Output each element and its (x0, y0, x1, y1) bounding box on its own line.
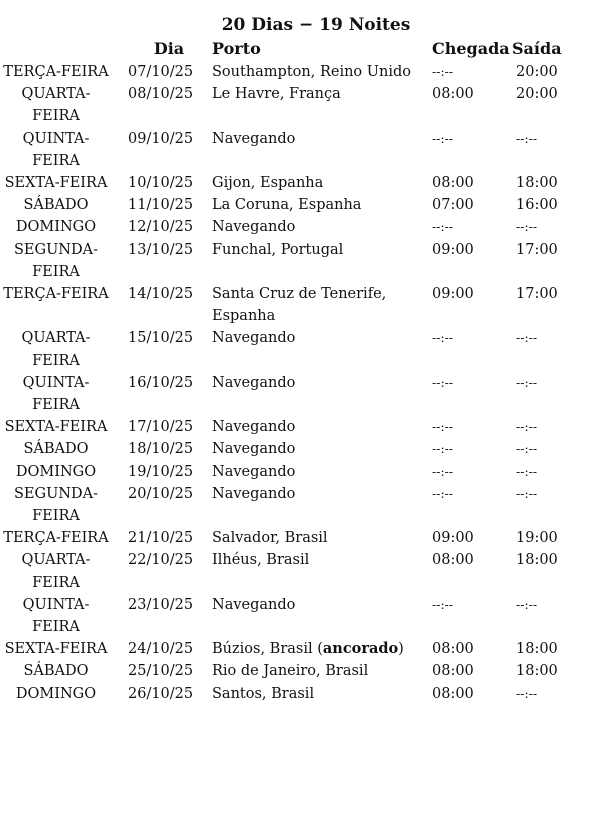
date-cell: 09/10/25 (128, 130, 194, 147)
table-row (0, 128, 600, 172)
departure-cell: 20:00 (516, 64, 558, 80)
port-cell (210, 327, 430, 371)
departure-cell: --:-- (516, 130, 538, 146)
departure-cell: --:-- (516, 596, 538, 612)
port-cell (210, 416, 430, 438)
port-name: Navegando (212, 485, 296, 502)
arrival-cell: 08:00 (432, 175, 474, 192)
port-name: Santa Cruz de Tenerife, Espanha (212, 286, 387, 325)
date-cell: 17/10/25 (128, 419, 194, 436)
weekday-cell: QUINTA-FEIRA (22, 130, 90, 169)
departure-cell: --:-- (516, 374, 538, 390)
port-header: Porto (212, 39, 261, 58)
weekday-cell: DOMINGO (15, 463, 97, 480)
arrival-cell: --:-- (432, 374, 454, 390)
weekday-cell: DOMINGO (15, 219, 97, 236)
date-cell: 08/10/25 (128, 86, 194, 103)
table-row (0, 327, 600, 371)
table-row (0, 194, 600, 216)
table-row (0, 216, 600, 238)
departure-cell: --:-- (516, 219, 538, 235)
port-cell (210, 61, 430, 83)
arrival-cell: --:-- (432, 330, 454, 346)
weekday-cell: SÁBADO (23, 197, 89, 214)
table-row (0, 438, 600, 460)
table-row (0, 416, 600, 438)
arrival-cell: 09:00 (432, 530, 474, 547)
itinerary-table (0, 37, 600, 705)
weekday-cell: DOMINGO (15, 685, 97, 702)
port-name: Le Havre, França (212, 86, 341, 103)
port-cell (210, 239, 430, 283)
port-name: Búzios, Brasil ( (212, 641, 323, 658)
weekday-cell: TERÇA-FEIRA (3, 530, 109, 547)
port-cell (210, 283, 430, 327)
port-name: Gijon, Espanha (212, 175, 324, 192)
departure-cell: --:-- (516, 330, 538, 346)
port-name: La Coruna, Espanha (212, 197, 362, 214)
port-cell (210, 461, 430, 483)
arrival-header: Chegada (432, 39, 510, 58)
arrival-cell: --:-- (432, 64, 454, 79)
date-cell: 19/10/25 (128, 463, 194, 480)
port-name: Navegando (212, 374, 296, 391)
date-cell: 18/10/25 (128, 441, 194, 458)
table-row (0, 683, 600, 705)
port-cell (210, 172, 430, 194)
port-cell (210, 660, 430, 682)
departure-cell: 17:00 (516, 241, 558, 258)
arrival-cell: 08:00 (432, 663, 474, 680)
arrival-cell: --:-- (432, 130, 454, 146)
date-cell: 21/10/25 (128, 530, 194, 547)
date-header: Dia (153, 39, 185, 58)
arrival-cell: 07:00 (432, 197, 474, 214)
departure-cell: --:-- (516, 685, 538, 701)
port-name: Ilhéus, Brasil (212, 552, 310, 569)
weekday-cell: SÁBADO (23, 663, 89, 680)
arrival-cell: --:-- (432, 419, 454, 435)
weekday-cell: TERÇA-FEIRA (3, 286, 109, 303)
date-cell: 16/10/25 (128, 374, 194, 391)
port-cell (210, 372, 430, 416)
table-row (0, 372, 600, 416)
table-row (0, 239, 600, 283)
weekday-cell: QUINTA-FEIRA (22, 596, 90, 636)
date-cell: 24/10/25 (128, 641, 194, 658)
table-row (0, 527, 600, 549)
port-name: Navegando (212, 596, 296, 613)
departure-cell: --:-- (516, 419, 538, 435)
port-cell (210, 438, 430, 460)
date-cell: 12/10/25 (128, 219, 194, 236)
port-note-bold: ancorado (322, 640, 399, 658)
date-cell: 11/10/25 (128, 197, 194, 214)
arrival-cell: --:-- (432, 219, 454, 235)
arrival-cell: --:-- (432, 441, 454, 457)
port-name: Southampton, Reino Unido (212, 64, 411, 80)
departure-cell: 18:00 (516, 641, 558, 658)
port-name: Navegando (212, 219, 296, 236)
arrival-cell: 08:00 (432, 685, 474, 702)
table-row (0, 61, 600, 83)
port-name: Navegando (212, 330, 296, 347)
date-cell: 14/10/25 (128, 286, 194, 303)
arrival-cell: --:-- (432, 596, 454, 612)
departure-cell: 18:00 (516, 663, 558, 680)
table-row (0, 283, 600, 327)
weekday-cell: SEGUNDA-FEIRA (13, 241, 98, 280)
departure-cell: 18:00 (516, 552, 558, 569)
port-name: Navegando (212, 441, 296, 458)
departure-cell: 17:00 (516, 286, 558, 303)
arrival-cell: 09:00 (432, 286, 474, 303)
arrival-cell: 08:00 (432, 641, 474, 658)
port-cell (210, 216, 430, 238)
departure-cell: 19:00 (516, 530, 558, 547)
departure-cell: 16:00 (516, 197, 558, 214)
table-row (0, 594, 600, 638)
port-name: Navegando (212, 463, 296, 480)
port-name: Salvador, Brasil (212, 530, 328, 547)
arrival-cell: 09:00 (432, 241, 474, 258)
departure-cell: --:-- (516, 485, 538, 501)
arrival-cell: 08:00 (432, 552, 474, 569)
table-header-row (0, 37, 600, 61)
departure-cell: --:-- (516, 463, 538, 479)
arrival-cell: --:-- (432, 463, 454, 479)
date-cell: 20/10/25 (128, 485, 194, 502)
port-cell (210, 683, 430, 705)
weekday-cell: SÁBADO (23, 441, 89, 458)
weekday-cell: SEGUNDA-FEIRA (13, 485, 98, 525)
port-cell (210, 527, 430, 549)
port-name: Santos, Brasil (212, 685, 315, 702)
port-name: Rio de Janeiro, Brasil (212, 663, 369, 680)
port-name: Navegando (212, 130, 296, 147)
port-cell (210, 638, 430, 660)
port-cell (210, 483, 430, 527)
table-row (0, 483, 600, 527)
table-row (0, 549, 600, 593)
weekday-cell: TERÇA-FEIRA (3, 64, 109, 80)
weekday-cell: QUARTA-FEIRA (21, 86, 91, 125)
port-cell (210, 549, 430, 593)
date-cell: 25/10/25 (128, 663, 194, 680)
departure-cell: --:-- (516, 441, 538, 457)
itinerary-title: 20 Dias − 19 Noites (221, 15, 411, 35)
date-cell: 22/10/25 (128, 552, 194, 569)
port-cell (210, 128, 430, 172)
weekday-cell: QUARTA-FEIRA (21, 330, 91, 369)
departure-header: Saída (512, 39, 562, 58)
port-note-close: ) (398, 641, 404, 658)
weekday-cell: SEXTA-FEIRA (4, 419, 108, 436)
arrival-cell: --:-- (432, 485, 454, 501)
weekday-cell: SEXTA-FEIRA (4, 175, 108, 192)
date-cell: 07/10/25 (128, 64, 194, 80)
port-cell (210, 194, 430, 216)
date-cell: 15/10/25 (128, 330, 194, 347)
port-name: Funchal, Portugal (212, 241, 344, 258)
arrival-cell: 08:00 (432, 86, 474, 103)
port-cell (210, 594, 430, 638)
date-cell: 23/10/25 (128, 596, 194, 613)
port-name: Navegando (212, 419, 296, 436)
table-row (0, 172, 600, 194)
port-cell (210, 83, 430, 127)
weekday-cell: QUARTA-FEIRA (21, 552, 91, 591)
departure-cell: 20:00 (516, 86, 558, 103)
date-cell: 13/10/25 (128, 241, 194, 258)
date-cell: 26/10/25 (128, 685, 194, 702)
table-row (0, 461, 600, 483)
departure-cell: 18:00 (516, 175, 558, 192)
table-row (0, 638, 600, 660)
table-row (0, 660, 600, 682)
date-cell: 10/10/25 (128, 175, 194, 192)
weekday-header (0, 37, 118, 61)
table-row (0, 83, 600, 127)
weekday-cell: QUINTA-FEIRA (22, 374, 90, 414)
weekday-cell: SEXTA-FEIRA (4, 641, 108, 658)
